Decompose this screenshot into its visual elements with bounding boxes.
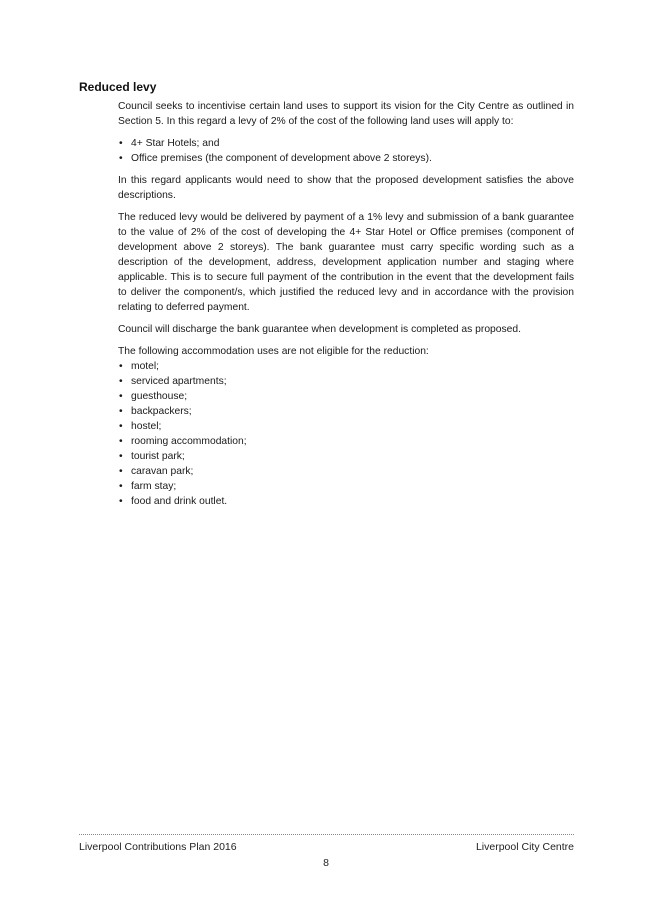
- list-item: • tourist park;: [118, 449, 574, 464]
- footer-divider: [79, 834, 574, 835]
- land-uses-list: [118, 136, 574, 166]
- excluded-uses-list: [118, 359, 574, 509]
- applicants-paragraph: In this regard applicants would need to show that the proposed development satisfies the above descriptions.: [118, 175, 574, 201]
- delivery-paragraph: The reduced levy would be delivered by payment of a 1% levy and submission of a bank guarantee to the value of 2% of the cost of developing the 4+ Star Hotel or Office premises (component of development above 2 storeys). The bank guarantee must carry specific wording such as a description of the development, address, development application number and staging where applicable. This is to secure full payment of the contribution in the event that the development fails to deliver the component/s, which justified the reduced levy and in accordance with the provision relating to deferred payment.: [118, 212, 574, 313]
- section-heading: Reduced levy: [79, 80, 157, 94]
- discharge-paragraph: Council will discharge the bank guarantee when development is completed as proposed.: [118, 324, 521, 335]
- footer-document-title: Liverpool Contributions Plan 2016: [79, 841, 237, 853]
- section-body: [118, 99, 574, 516]
- intro-paragraph: Council seeks to incentivise certain land uses to support its vision for the City Centre as outlined in Section 5. In this regard a levy of 2% of the cost of the following land uses will apply to:: [118, 101, 574, 127]
- list-item: • Office premises (the component of development above 2 storeys).: [118, 151, 574, 166]
- list-item: • hostel;: [118, 419, 574, 434]
- list-item: • motel;: [118, 359, 574, 374]
- list-item: • caravan park;: [118, 464, 574, 479]
- list-item: • serviced apartments;: [118, 374, 574, 389]
- list-item: • food and drink outlet.: [118, 494, 574, 509]
- list-item: • farm stay;: [118, 479, 574, 494]
- list-item: • 4+ Star Hotels; and: [118, 136, 574, 151]
- list-item: • guesthouse;: [118, 389, 574, 404]
- not-eligible-paragraph: The following accommodation uses are not eligible for the reduction:: [118, 346, 429, 357]
- footer-section-name: Liverpool City Centre: [475, 841, 574, 853]
- list-item: • backpackers;: [118, 404, 574, 419]
- list-item: • rooming accommodation;: [118, 434, 574, 449]
- page-number: 8: [323, 857, 329, 869]
